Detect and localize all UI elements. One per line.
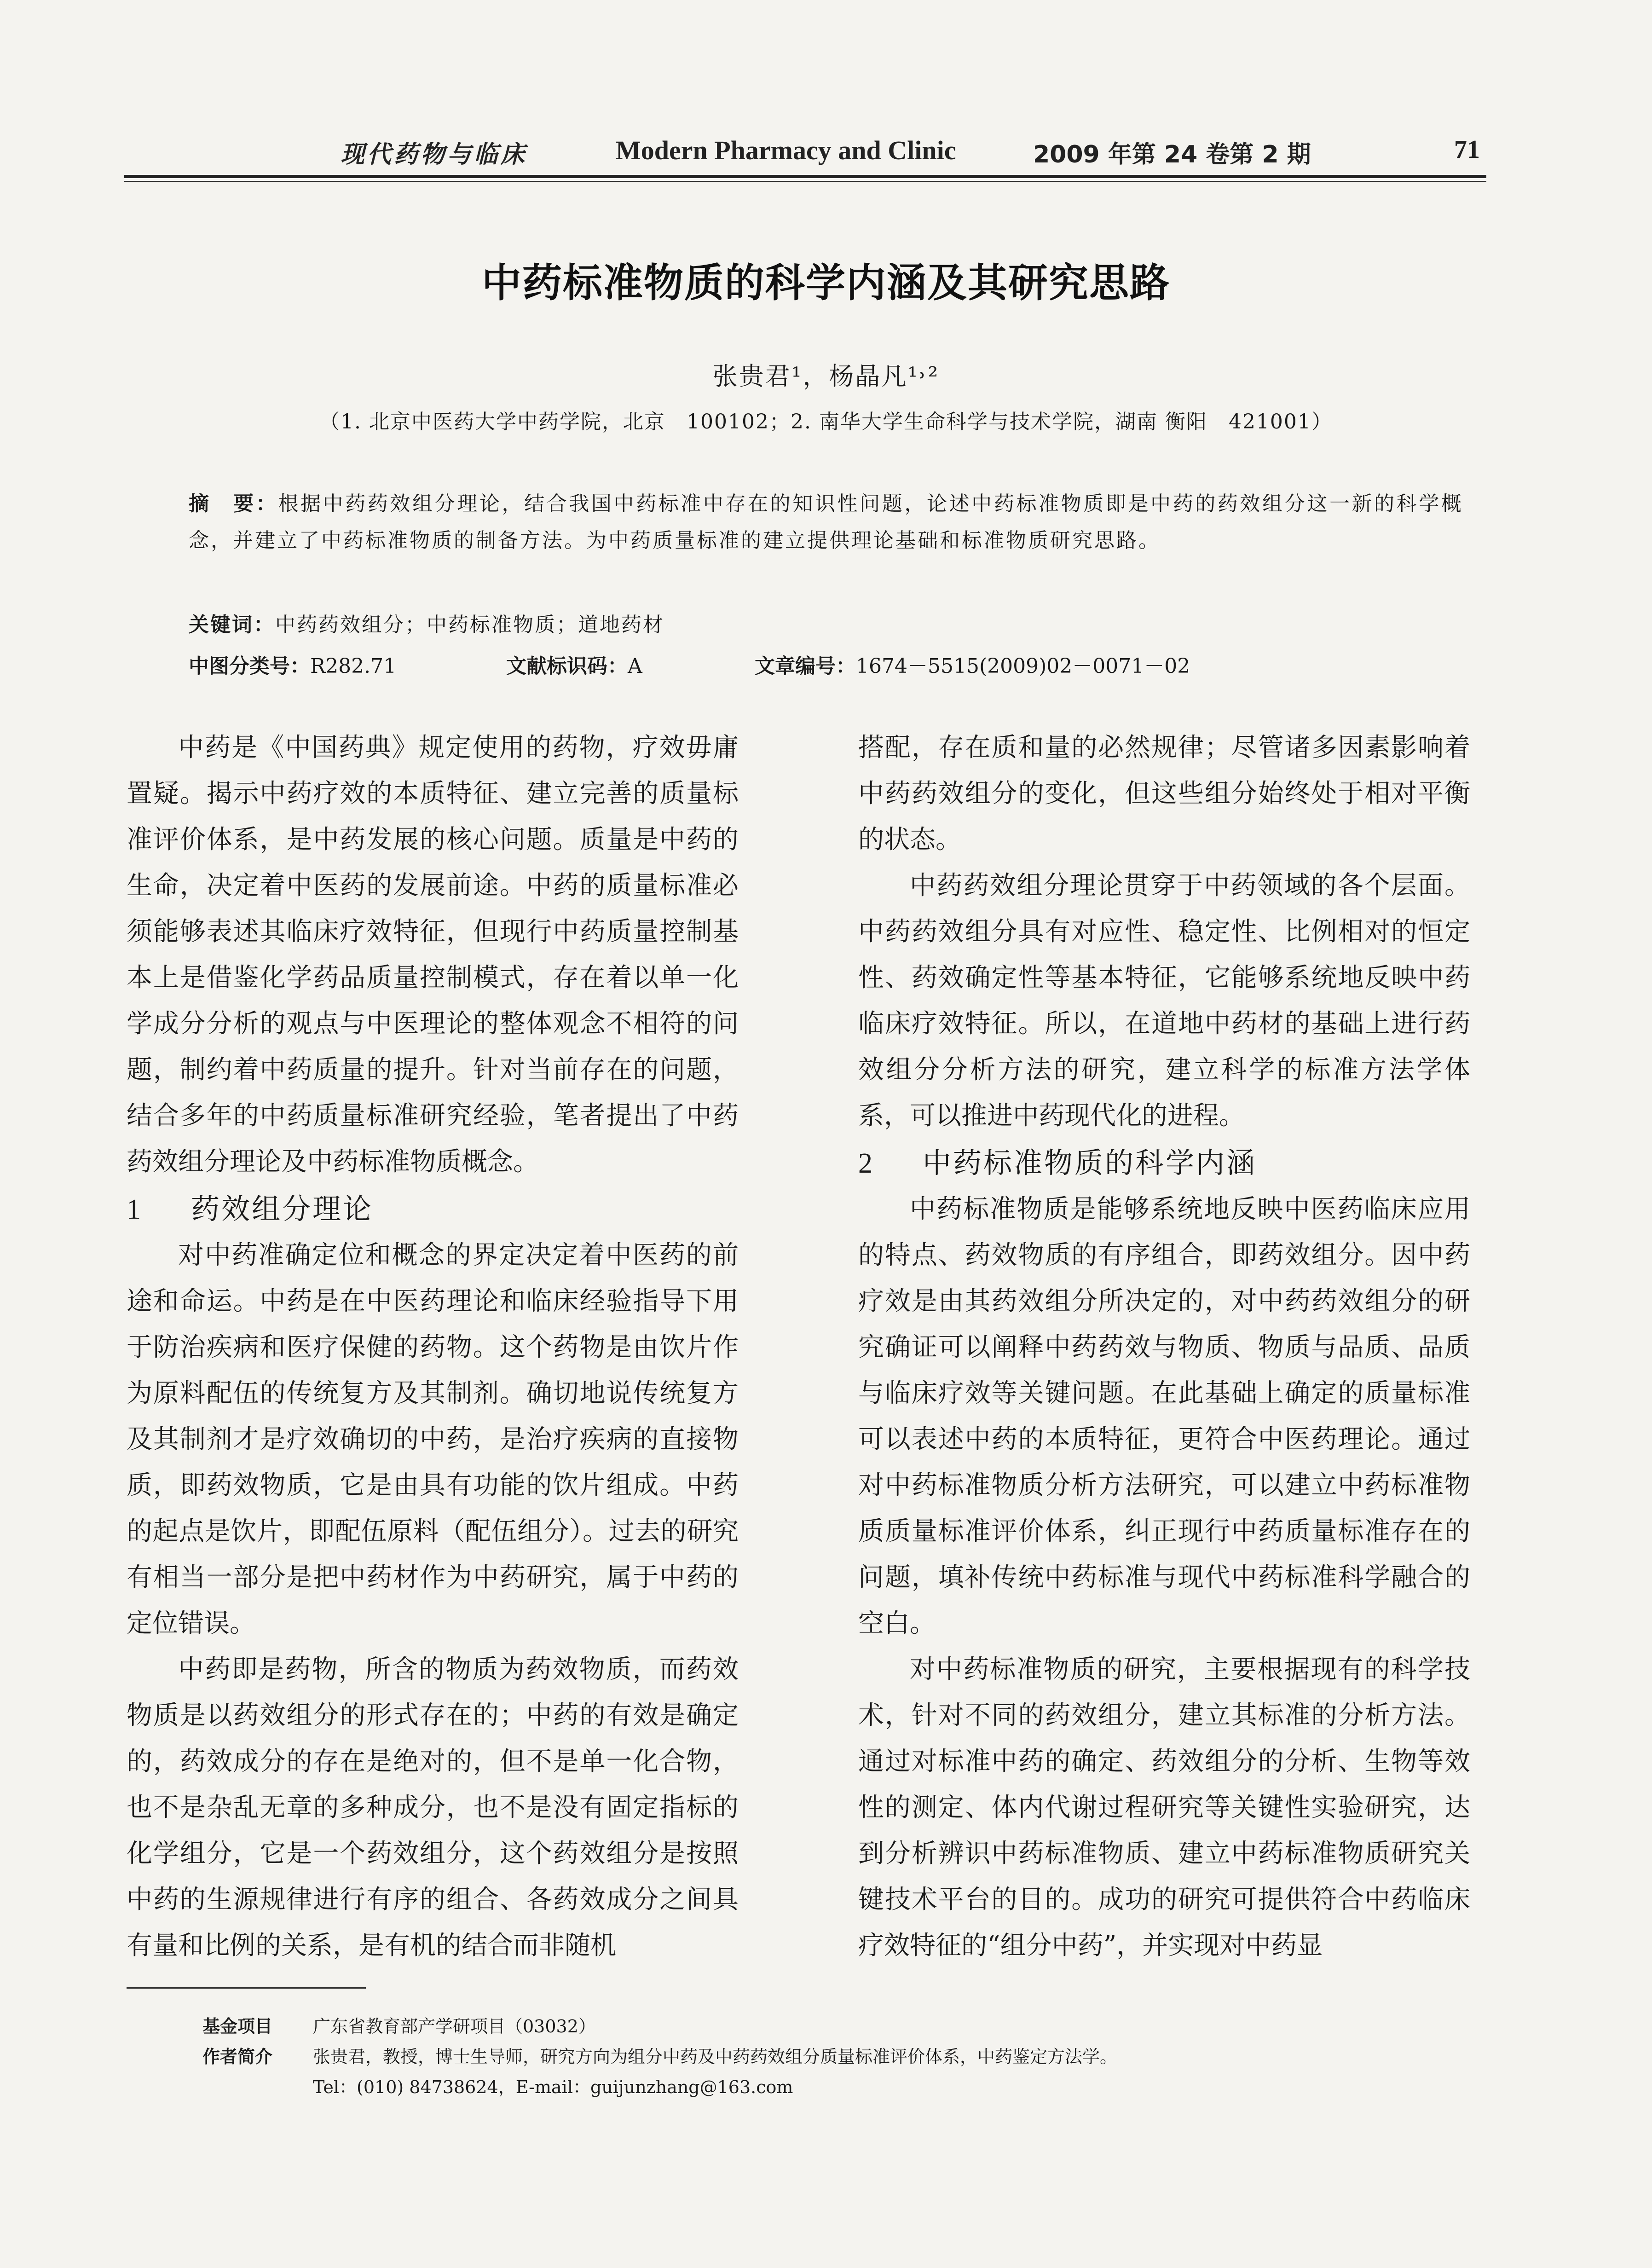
keywords-text: 中药药效组分；中药标准物质；道地药材: [275, 613, 664, 636]
footnote-rule: [127, 1987, 366, 1989]
header-rule-thick: [124, 175, 1486, 178]
fund-note: [202, 2011, 1445, 2042]
section-heading-1: [127, 1188, 739, 1231]
clc-number: [189, 648, 396, 685]
bio-note: [202, 2042, 1445, 2072]
paragraph: 中药药效组分理论贯穿于中药领域的各个层面。中药药效组分具有对应性、稳定性、比例相对的恒定性、药效确定性等基本特征，它能够系统地反映中药临床疗效特征。所以，在道地中药材的基础上进行药效组分分析方法的研究，建立科学的标准方法学体系，可以推进中药现代化的进程。: [858, 871, 1470, 1131]
paragraph: 中药标准物质是能够系统地反映中医药临床应用的特点、药效物质的有序组合，即药效组分。因中药疗效是由其药效组分所决定的，对中药药效组分的研究确证可以阐释中药药效与物质、物质与品质、品质与临床疗效等关键问题。在此基础上确定的质量标准可以表述中药的本质特征，更符合中医药理论。通过对中药标准物质分析方法研究，可以建立中药标准物质质量标准评价体系，纠正现行中药质量标准存在的问题，填补传统中药标准与现代中药标准科学融合的空白。: [858, 1194, 1470, 1638]
keywords-label: 关键词：: [189, 613, 275, 636]
section-number: 1: [127, 1194, 143, 1225]
body-column-left: [127, 725, 739, 1969]
fund-text: 广东省教育部产学研项目（03032）: [313, 2016, 596, 2037]
issue-info: 2009 年第 24 卷第 2 期: [1033, 141, 1311, 168]
articleno-value: 1674－5515(2009)02－0071－02: [856, 654, 1190, 678]
paragraph: 中药即是药物，所含的物质为药效物质，而药效物质是以药效组分的形式存在的；中药的有效是确定的，药效成分的存在是绝对的，但不是单一化合物，也不是杂乱无章的多种成分，也不是没有固定指标的化学组分，它是一个药效组分，这个药效组分是按照中药的生源规律进行有序的组合、各药效成分之间具有量和比例的关系，是有机的结合而非随机: [127, 1655, 739, 1961]
abstract-text: 根据中药药效组分理论，结合我国中药标准中存在的知识性问题，论述中药标准物质即是中药的药效组分这一新的科学概念，并建立了中药标准物质的制备方法。为中药质量标准的建立提供理论基础和标准物质研究思路。: [189, 492, 1464, 552]
article-authors: 张贵君¹，杨晶凡¹˒²: [712, 362, 940, 391]
abstract: [189, 486, 1463, 559]
article-number: [755, 648, 1190, 685]
keywords: [189, 607, 1463, 643]
paragraph: 中药是《中国药典》规定使用的药物，疗效毋庸置疑。揭示中药疗效的本质特征、建立完善的质量标准评价体系，是中药发展的核心问题。质量是中药的生命，决定着中医药的发展前途。中药的质量标准必须能够表述其临床疗效特征，但现行中药质量控制基本上是借鉴化学药品质量控制模式，存在着以单一化学成分分析的观点与中医理论的整体观念不相符的问题，制约着中药质量的提升。针对当前存在的问题，结合多年的中药质量标准研究经验，笔者提出了中药药效组分理论及中药标准物质概念。: [127, 733, 739, 1177]
abstract-label: 摘 要：: [189, 492, 278, 515]
section-title: 中药标准物质的科学内涵: [923, 1146, 1257, 1180]
page-number: 71: [1454, 135, 1480, 164]
articleno-label: 文章编号：: [755, 654, 856, 678]
footnotes: [202, 2011, 1445, 2102]
paragraph: 对中药准确定位和概念的界定决定着中医药的前途和命运。中药是在中医药理论和临床经验指导下用于防治疾病和医疗保健的药物。这个药物是由饮片作为原料配伍的传统复方及其制剂。确切地说传统复方及其制剂才是疗效确切的中药，是治疗疾病的直接物质，即药效物质，它是由具有功能的饮片组成。中药的起点是饮片，即配伍原料（配伍组分）。过去的研究有相当一部分是把中药材作为中药研究，属于中药的定位错误。: [127, 1240, 739, 1638]
author-affiliation: （1. 北京中医药大学中药学院，北京 100102；2. 南华大学生命科学与技术学院，湖南 衡阳 421001）: [319, 410, 1333, 434]
contact-note: Tel：(010) 84738624，E-mail：guijunzhang@163.com: [313, 2077, 793, 2097]
paragraph: 对中药标准物质的研究，主要根据现有的科学技术，针对不同的药效组分，建立其标准的分析方法。通过对标准中药的确定、药效组分的分析、生物等效性的测定、体内代谢过程研究等关键性实验研究，达到分析辨识中药标准物质、建立中药标准物质研究关键技术平台的目的。成功的研究可提供符合中药临床疗效特征的“组分中药”，并实现对中药显: [858, 1655, 1470, 1961]
bio-label: 作者简介: [202, 2047, 273, 2067]
bio-text: 张贵君，教授，博士生导师，研究方向为组分中药及中药药效组分质量标准评价体系，中药鉴定方法学。: [313, 2047, 1118, 2067]
section-heading-2: [858, 1142, 1470, 1185]
doccode-label: 文献标识码：: [506, 654, 628, 678]
doccode-value: A: [628, 654, 642, 678]
classification-line: [189, 648, 1463, 685]
journal-name-en: Modern Pharmacy and Clinic: [616, 135, 956, 165]
body-column-right: [858, 725, 1470, 1969]
journal-name-cn: 现代药物与临床: [341, 141, 528, 168]
section-title: 药效组分理论: [191, 1192, 374, 1226]
running-header: [124, 131, 1486, 168]
section-number: 2: [858, 1148, 874, 1179]
fund-label: 基金项目: [202, 2016, 273, 2037]
paragraph: 搭配，存在质和量的必然规律；尽管诸多因素影响着中药药效组分的变化，但这些组分始终处于相对平衡的状态。: [858, 733, 1470, 855]
header-rule-thin: [124, 181, 1486, 182]
clc-label: 中图分类号：: [189, 654, 310, 678]
document-code: [506, 648, 642, 685]
clc-value: R282.71: [310, 654, 397, 678]
article-title: 中药标准物质的科学内涵及其研究思路: [482, 260, 1170, 306]
